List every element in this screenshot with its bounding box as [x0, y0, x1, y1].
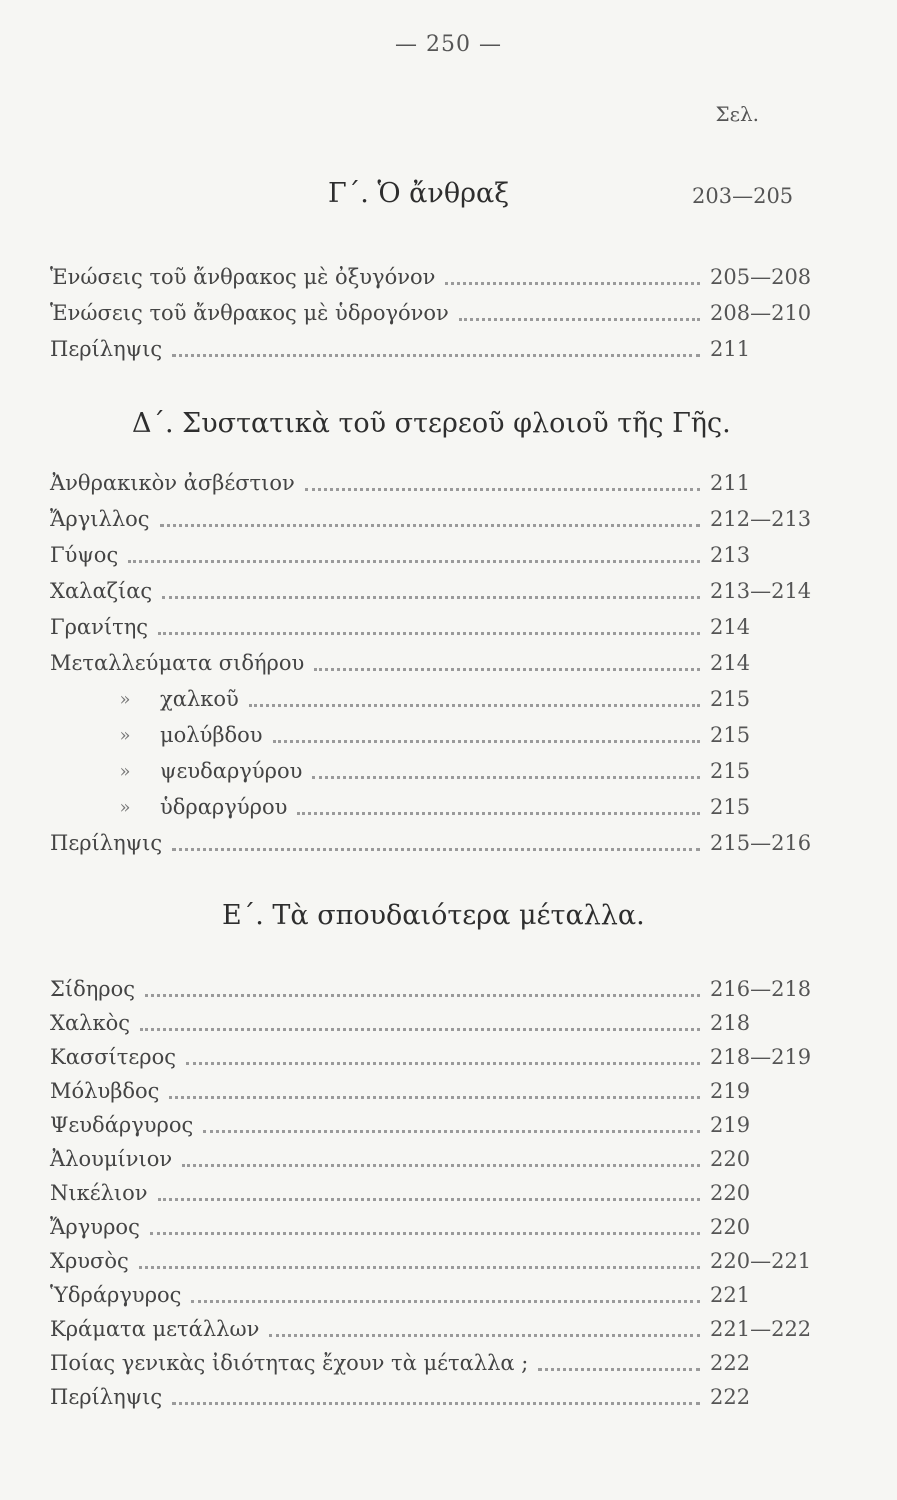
toc-entry — [50, 466, 830, 500]
dot-leader — [172, 848, 700, 851]
dot-leader — [160, 524, 700, 527]
dot-leader — [140, 1028, 700, 1031]
dot-leader — [297, 812, 700, 815]
entry-pages: 215 — [710, 723, 751, 747]
dot-leader — [273, 740, 700, 743]
dot-leader — [203, 1130, 700, 1133]
entry-label: Χαλαζίας — [50, 579, 153, 603]
dot-leader — [186, 1062, 700, 1065]
entry-pages: 222 — [710, 1385, 751, 1409]
toc-entry — [50, 610, 830, 644]
entry-label: Χρυσὸς — [50, 1249, 129, 1273]
entry-label: Ἀλουμίνιον — [50, 1147, 173, 1171]
entry-label: Περίληψις — [50, 1385, 163, 1409]
entry-pages: 212—213 — [710, 507, 812, 531]
toc-entry — [50, 682, 830, 716]
toc-entry — [50, 1142, 830, 1176]
toc-entry — [50, 1040, 830, 1074]
entry-label: Γρανίτης — [50, 615, 149, 639]
toc-entry — [50, 296, 830, 330]
toc-entry — [50, 646, 830, 680]
entry-label: ὑδραργύρου — [160, 795, 288, 819]
entry-label: Μόλυβδος — [50, 1079, 160, 1103]
toc-entry — [50, 1346, 830, 1380]
entry-pages: 215 — [710, 795, 751, 819]
dot-leader — [162, 596, 700, 599]
entry-pages: 215—216 — [710, 831, 812, 855]
entry-label: Ἑνώσεις τοῦ ἄνθρακος μὲ ὀξυγόνον — [50, 265, 436, 289]
entry-pages: 214 — [710, 651, 751, 675]
dot-leader — [128, 560, 700, 563]
entry-label: Ἀνθρακικὸν ἀσβέστιον — [50, 471, 295, 495]
dot-leader — [305, 488, 700, 491]
entry-label: Ἄργυρος — [50, 1215, 140, 1239]
ditto-mark: » — [119, 688, 131, 710]
entry-pages: 215 — [710, 759, 751, 783]
dot-leader — [169, 1096, 700, 1099]
entry-pages: 213—214 — [710, 579, 812, 603]
toc-entry — [50, 1176, 830, 1210]
entry-pages: 214 — [710, 615, 751, 639]
entry-label: Ἄργιλλος — [50, 507, 150, 531]
entry-pages: 221 — [710, 1283, 751, 1307]
toc-entry — [50, 574, 830, 608]
dot-leader — [445, 282, 700, 285]
section-title-delta: Δ΄. Συστατικὰ τοῦ στερεοῦ φλοιοῦ τῆς Γῆς. — [132, 408, 731, 439]
entry-pages: 205—208 — [710, 265, 812, 289]
entry-pages: 220 — [710, 1215, 751, 1239]
entry-label: Σίδηρος — [50, 977, 136, 1001]
ditto-mark: » — [119, 796, 131, 818]
toc-entry — [50, 826, 830, 860]
ditto-mark: » — [119, 760, 131, 782]
entry-pages: 218—219 — [710, 1045, 812, 1069]
dot-leader — [158, 1198, 700, 1201]
ditto-mark: » — [119, 724, 131, 746]
dot-leader — [145, 994, 700, 997]
entry-pages: 213 — [710, 543, 751, 567]
toc-entry — [50, 754, 830, 788]
entry-pages: 220—221 — [710, 1249, 812, 1273]
toc-entry — [50, 1074, 830, 1108]
dot-leader — [139, 1266, 700, 1269]
entry-label: Ὑδράργυρος — [50, 1283, 182, 1307]
dot-leader — [172, 1402, 700, 1405]
pages-column-header: Σελ. — [715, 102, 759, 126]
toc-entry — [50, 502, 830, 536]
dot-leader — [269, 1334, 700, 1337]
toc-entry — [50, 1108, 830, 1142]
entry-pages: 222 — [710, 1351, 751, 1375]
section-pages-gamma: 203—205 — [692, 184, 794, 208]
entry-pages: 211 — [710, 471, 751, 495]
entry-label: Περίληψις — [50, 831, 163, 855]
entry-pages: 215 — [710, 687, 751, 711]
toc-entry — [50, 538, 830, 572]
section-title-epsilon: Ε΄. Τὰ σπουδαιότερα μέταλλα. — [222, 900, 645, 931]
entry-label: Κασσίτερος — [50, 1045, 177, 1069]
entry-label: Ποίας γενικὰς ἰδιότητας ἔχουν τὰ μέταλλα ; — [50, 1351, 529, 1375]
entry-pages: 221—222 — [710, 1317, 812, 1341]
entry-label: Περίληψις — [50, 337, 163, 361]
toc-entry — [50, 1210, 830, 1244]
entry-pages: 219 — [710, 1079, 751, 1103]
toc-entry — [50, 718, 830, 752]
toc-entry — [50, 790, 830, 824]
entry-label: Χαλκὸς — [50, 1011, 130, 1035]
entry-label: χαλκοῦ — [160, 687, 239, 711]
toc-entry — [50, 332, 830, 366]
toc-entry — [50, 260, 830, 294]
toc-entry — [50, 972, 830, 1006]
entry-pages: 211 — [710, 337, 751, 361]
dot-leader — [538, 1368, 700, 1371]
entry-pages: 219 — [710, 1113, 751, 1137]
dot-leader — [150, 1232, 700, 1235]
toc-entry — [50, 1380, 830, 1414]
entry-pages: 208—210 — [710, 301, 812, 325]
entry-label: Ἑνώσεις τοῦ ἄνθρακος μὲ ὑδρογόνον — [50, 301, 449, 325]
dot-leader — [459, 318, 700, 321]
dot-leader — [314, 668, 700, 671]
entry-label: Γύψος — [50, 543, 119, 567]
entry-label: Μεταλλεύματα σιδήρου — [50, 651, 305, 675]
entry-pages: 218 — [710, 1011, 751, 1035]
dot-leader — [312, 776, 700, 779]
entry-label: μολύβδου — [160, 723, 263, 747]
entry-pages: 216—218 — [710, 977, 812, 1001]
dot-leader — [249, 704, 700, 707]
page-number: — 250 — — [395, 32, 502, 57]
toc-entry — [50, 1244, 830, 1278]
entry-label: Ψευδάργυρος — [50, 1113, 194, 1137]
entry-pages: 220 — [710, 1147, 751, 1171]
entry-pages: 220 — [710, 1181, 751, 1205]
toc-entry — [50, 1278, 830, 1312]
dot-leader — [191, 1300, 700, 1303]
section-title-gamma: Γ΄. Ὁ ἄνθραξ — [328, 178, 510, 209]
dot-leader — [158, 632, 700, 635]
toc-entry — [50, 1312, 830, 1346]
entry-label: ψευδαργύρου — [160, 759, 303, 783]
entry-label: Κράματα μετάλλων — [50, 1317, 260, 1341]
dot-leader — [172, 354, 700, 357]
dot-leader — [182, 1164, 700, 1167]
entry-label: Νικέλιον — [50, 1181, 148, 1205]
toc-entry — [50, 1006, 830, 1040]
